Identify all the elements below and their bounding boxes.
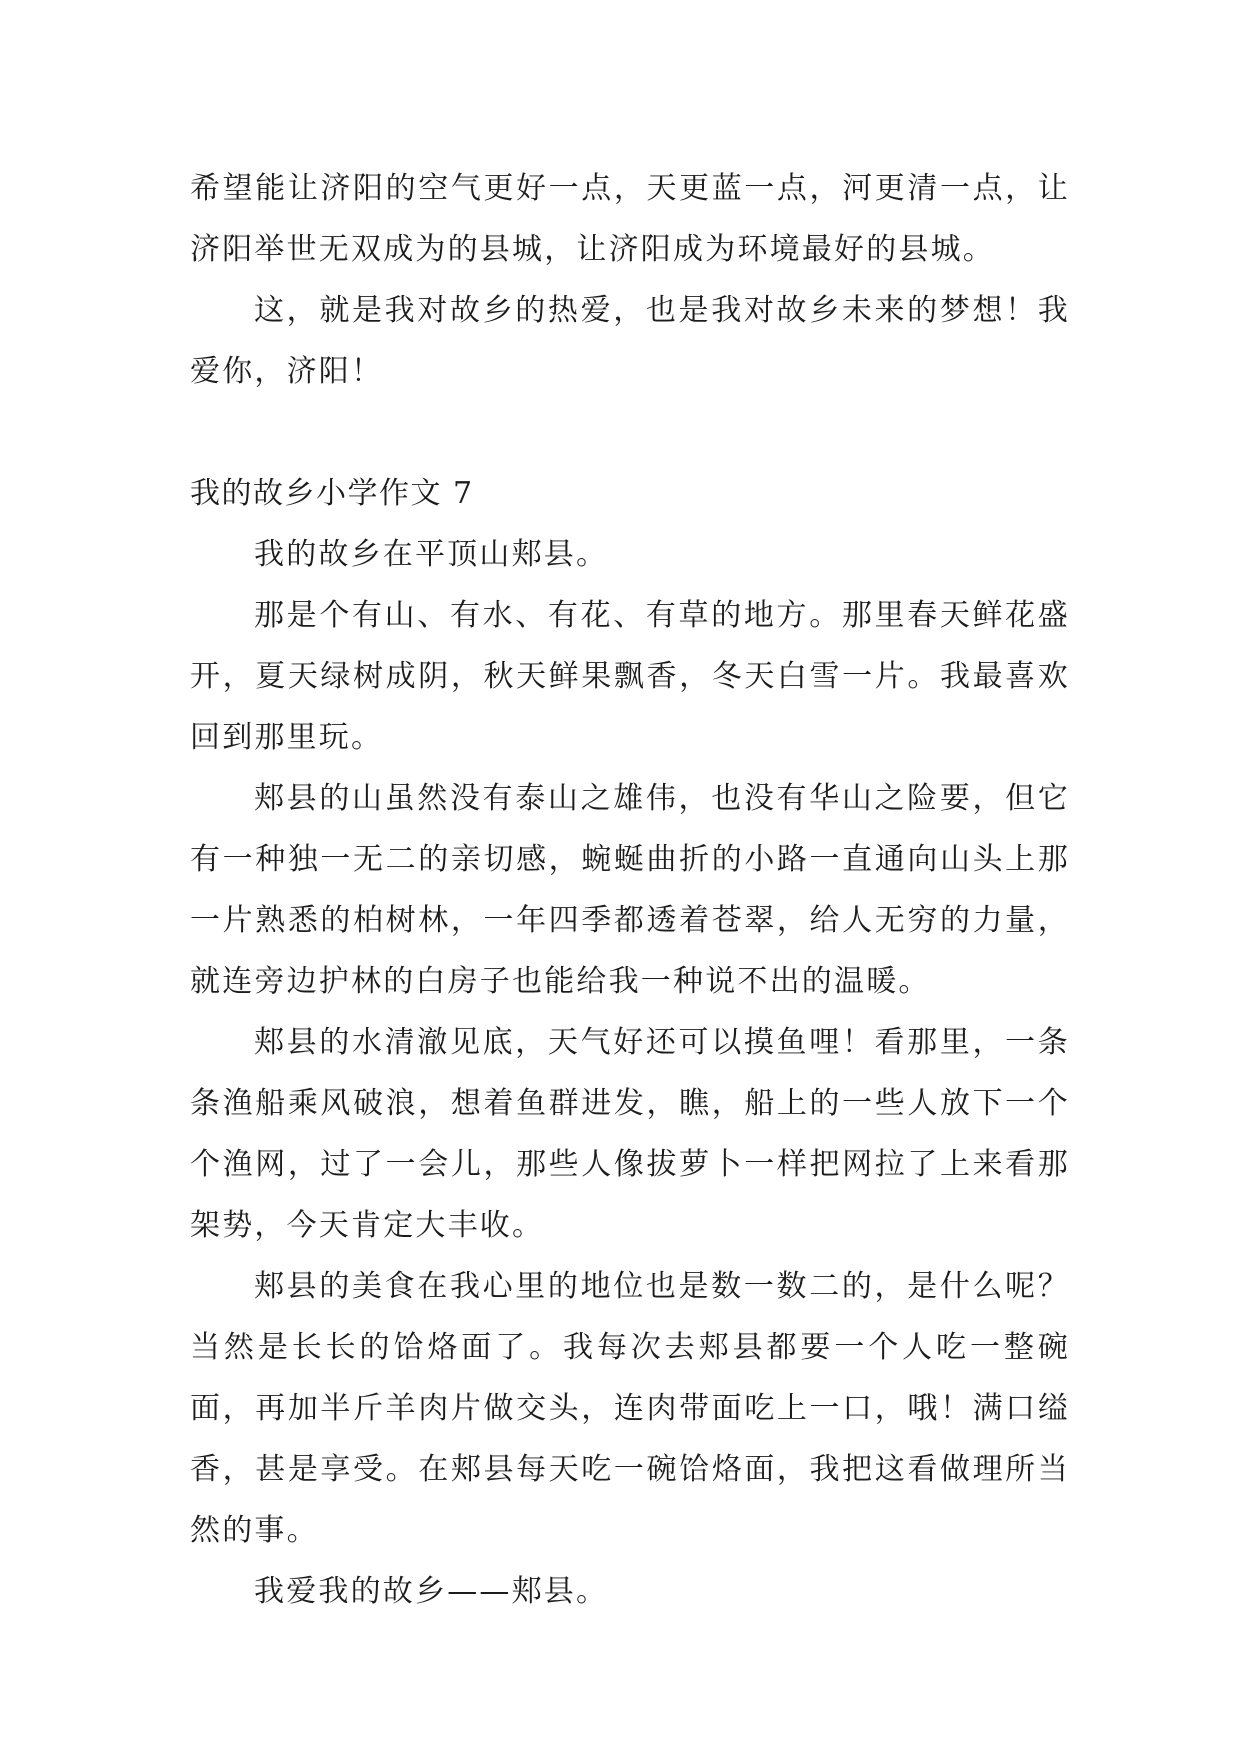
section-gap: [190, 402, 1070, 463]
document-body: [190, 158, 1070, 1622]
section-paragraph-3: 郏县的山虽然没有泰山之雄伟，也没有华山之险要，但它有一种独一无二的亲切感，蜿蜒曲折的小路一直通向山头上那一片熟悉的柏树林，一年四季都透着苍翠，给人无穷的力量，就连旁边护林的白房子也能给我一种说不出的温暖。: [190, 781, 1070, 999]
section-paragraph-2: 那是个有山、有水、有花、有草的地方。那里春天鲜花盛开，夏天绿树成阴，秋天鲜果飘香，冬天白雪一片。我最喜欢回到那里玩。: [190, 598, 1070, 755]
continuation-paragraph-1: 希望能让济阳的空气更好一点，天更蓝一点，河更清一点，让济阳举世无双成为的县城，让济阳成为环境最好的县城。: [190, 171, 1070, 267]
section-paragraph-6: 我爱我的故乡——郏县。: [254, 1574, 609, 1609]
section-paragraph-1: 我的故乡在平顶山郏县。: [254, 537, 609, 572]
section-paragraph-5: 郏县的美食在我心里的地位也是数一数二的，是什么呢？当然是长长的饸烙面了。我每次去郏县都要一个人吃一整碗面，再加半斤羊肉片做交头，连肉带面吃上一口，哦！满口缢香，甚是享受。在郏县每天吃一碗饸烙面，我把这看做理所当然的事。: [190, 1269, 1070, 1548]
section-paragraph-4: 郏县的水清澈见底，天气好还可以摸鱼哩！看那里，一条条渔船乘风破浪，想着鱼群进发，瞧，船上的一些人放下一个个渔网，过了一会儿，那些人像拔萝卜一样把网拉了上来看那架势，今天肯定大丰收。: [190, 1025, 1070, 1243]
section-title: 我的故乡小学作文 7: [190, 476, 474, 511]
continuation-paragraph-2: 这，就是我对故乡的热爱，也是我对故乡未来的梦想！我爱你，济阳！: [190, 293, 1070, 389]
